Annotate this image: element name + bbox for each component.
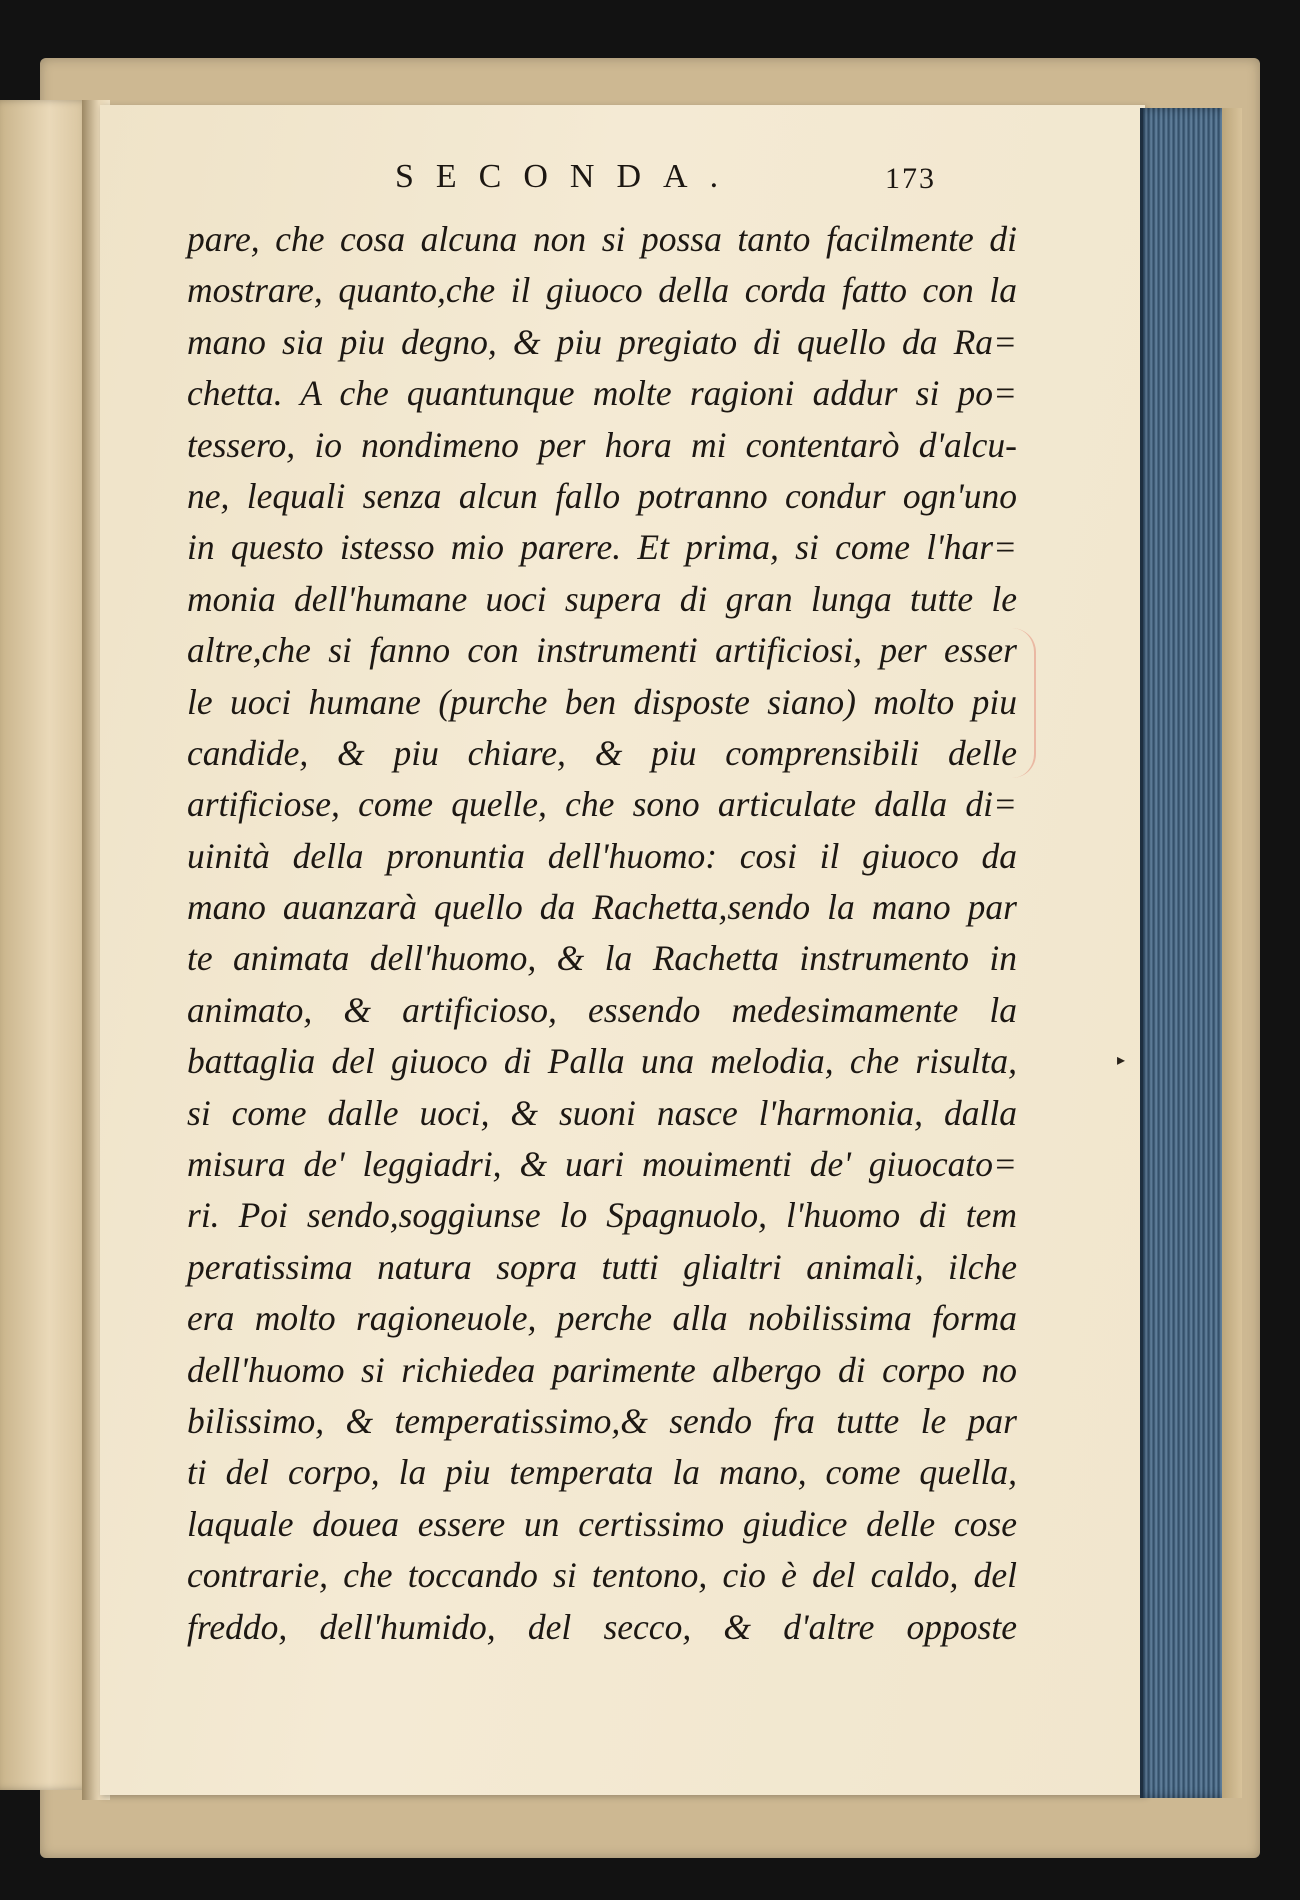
text-line: animato, & artificioso, essendo medesimamente la bbox=[187, 989, 1017, 1030]
text-line: artificiose, come quelle, che sono articulate dalla di= bbox=[187, 784, 1017, 825]
text-line: freddo, dell'humido, del secco, & d'altre opposte bbox=[187, 1606, 1017, 1647]
text-line: tessero, io nondimeno per hora mi contentarò d'alcu- bbox=[187, 424, 1017, 465]
text-line: battaglia del giuoco di Palla una melodia, che risulta, bbox=[187, 1041, 1017, 1082]
text-line: ri. Poi sendo,soggiunse lo Spagnuolo, l'huomo di tem bbox=[187, 1195, 1017, 1236]
text-line: mano sia piu degno, & piu pregiato di quello da Ra= bbox=[187, 321, 1017, 362]
text-line: candide, & piu chiare, & piu comprensibili delle bbox=[187, 732, 1017, 773]
page-number: 173 bbox=[885, 162, 936, 195]
text-line: bilissimo, & temperatissimo,& sendo fra tutte le par bbox=[187, 1400, 1017, 1441]
text-line: mostrare, quanto,che il giuoco della corda fatto con la bbox=[187, 270, 1017, 311]
body-text bbox=[187, 214, 1017, 1653]
page-header bbox=[395, 158, 995, 208]
text-line: chetta. A che quantunque molte ragioni addur si po= bbox=[187, 373, 1017, 414]
running-head: SECONDA. bbox=[395, 158, 741, 195]
text-line: ne, lequali senza alcun fallo potranno condur ogn'uno bbox=[187, 475, 1017, 516]
text-line: misura de' leggiadri, & uari mouimenti de' giuocato= bbox=[187, 1144, 1017, 1185]
text-line: era molto ragioneuole, perche alla nobilissima forma bbox=[187, 1298, 1017, 1339]
text-line: in questo istesso mio parere. Et prima, si come l'har= bbox=[187, 527, 1017, 568]
text-line: ti del corpo, la piu temperata la mano, come quella, bbox=[187, 1452, 1017, 1493]
text-line: le uoci humane (purche ben disposte siano) molto piu bbox=[187, 681, 1017, 722]
text-line: mano auanzarà quello da Rachetta,sendo la mano par bbox=[187, 887, 1017, 928]
text-line: altre,che si fanno con instrumenti artificiosi, per esser bbox=[187, 630, 1017, 671]
text-line: dell'huomo si richiedea parimente albergo di corpo no bbox=[187, 1349, 1017, 1390]
margin-mark-icon: ▸ bbox=[1117, 1050, 1126, 1069]
page-block-edge bbox=[1140, 108, 1233, 1798]
text-line: peratissima natura sopra tutti glialtri animali, ilche bbox=[187, 1246, 1017, 1287]
pencil-margin-mark bbox=[1012, 628, 1036, 778]
text-line: monia dell'humane uoci supera di gran lunga tutte le bbox=[187, 578, 1017, 619]
text-line: contrarie, che toccando si tentono, cio è del caldo, del bbox=[187, 1555, 1017, 1596]
text-line: si come dalle uoci, & suoni nasce l'harmonia, dalla bbox=[187, 1092, 1017, 1133]
text-line: pare, che cosa alcuna non si possa tanto facilmente di bbox=[187, 219, 1017, 259]
text-line: uinità della pronuntia dell'huomo: cosi il giuoco da bbox=[187, 835, 1017, 876]
cover-edge bbox=[1222, 108, 1242, 1798]
text-line: laquale douea essere un certissimo giudice delle cose bbox=[187, 1503, 1017, 1544]
left-page-edge bbox=[0, 100, 90, 1790]
text-line: te animata dell'huomo, & la Rachetta instrumento in bbox=[187, 938, 1017, 979]
